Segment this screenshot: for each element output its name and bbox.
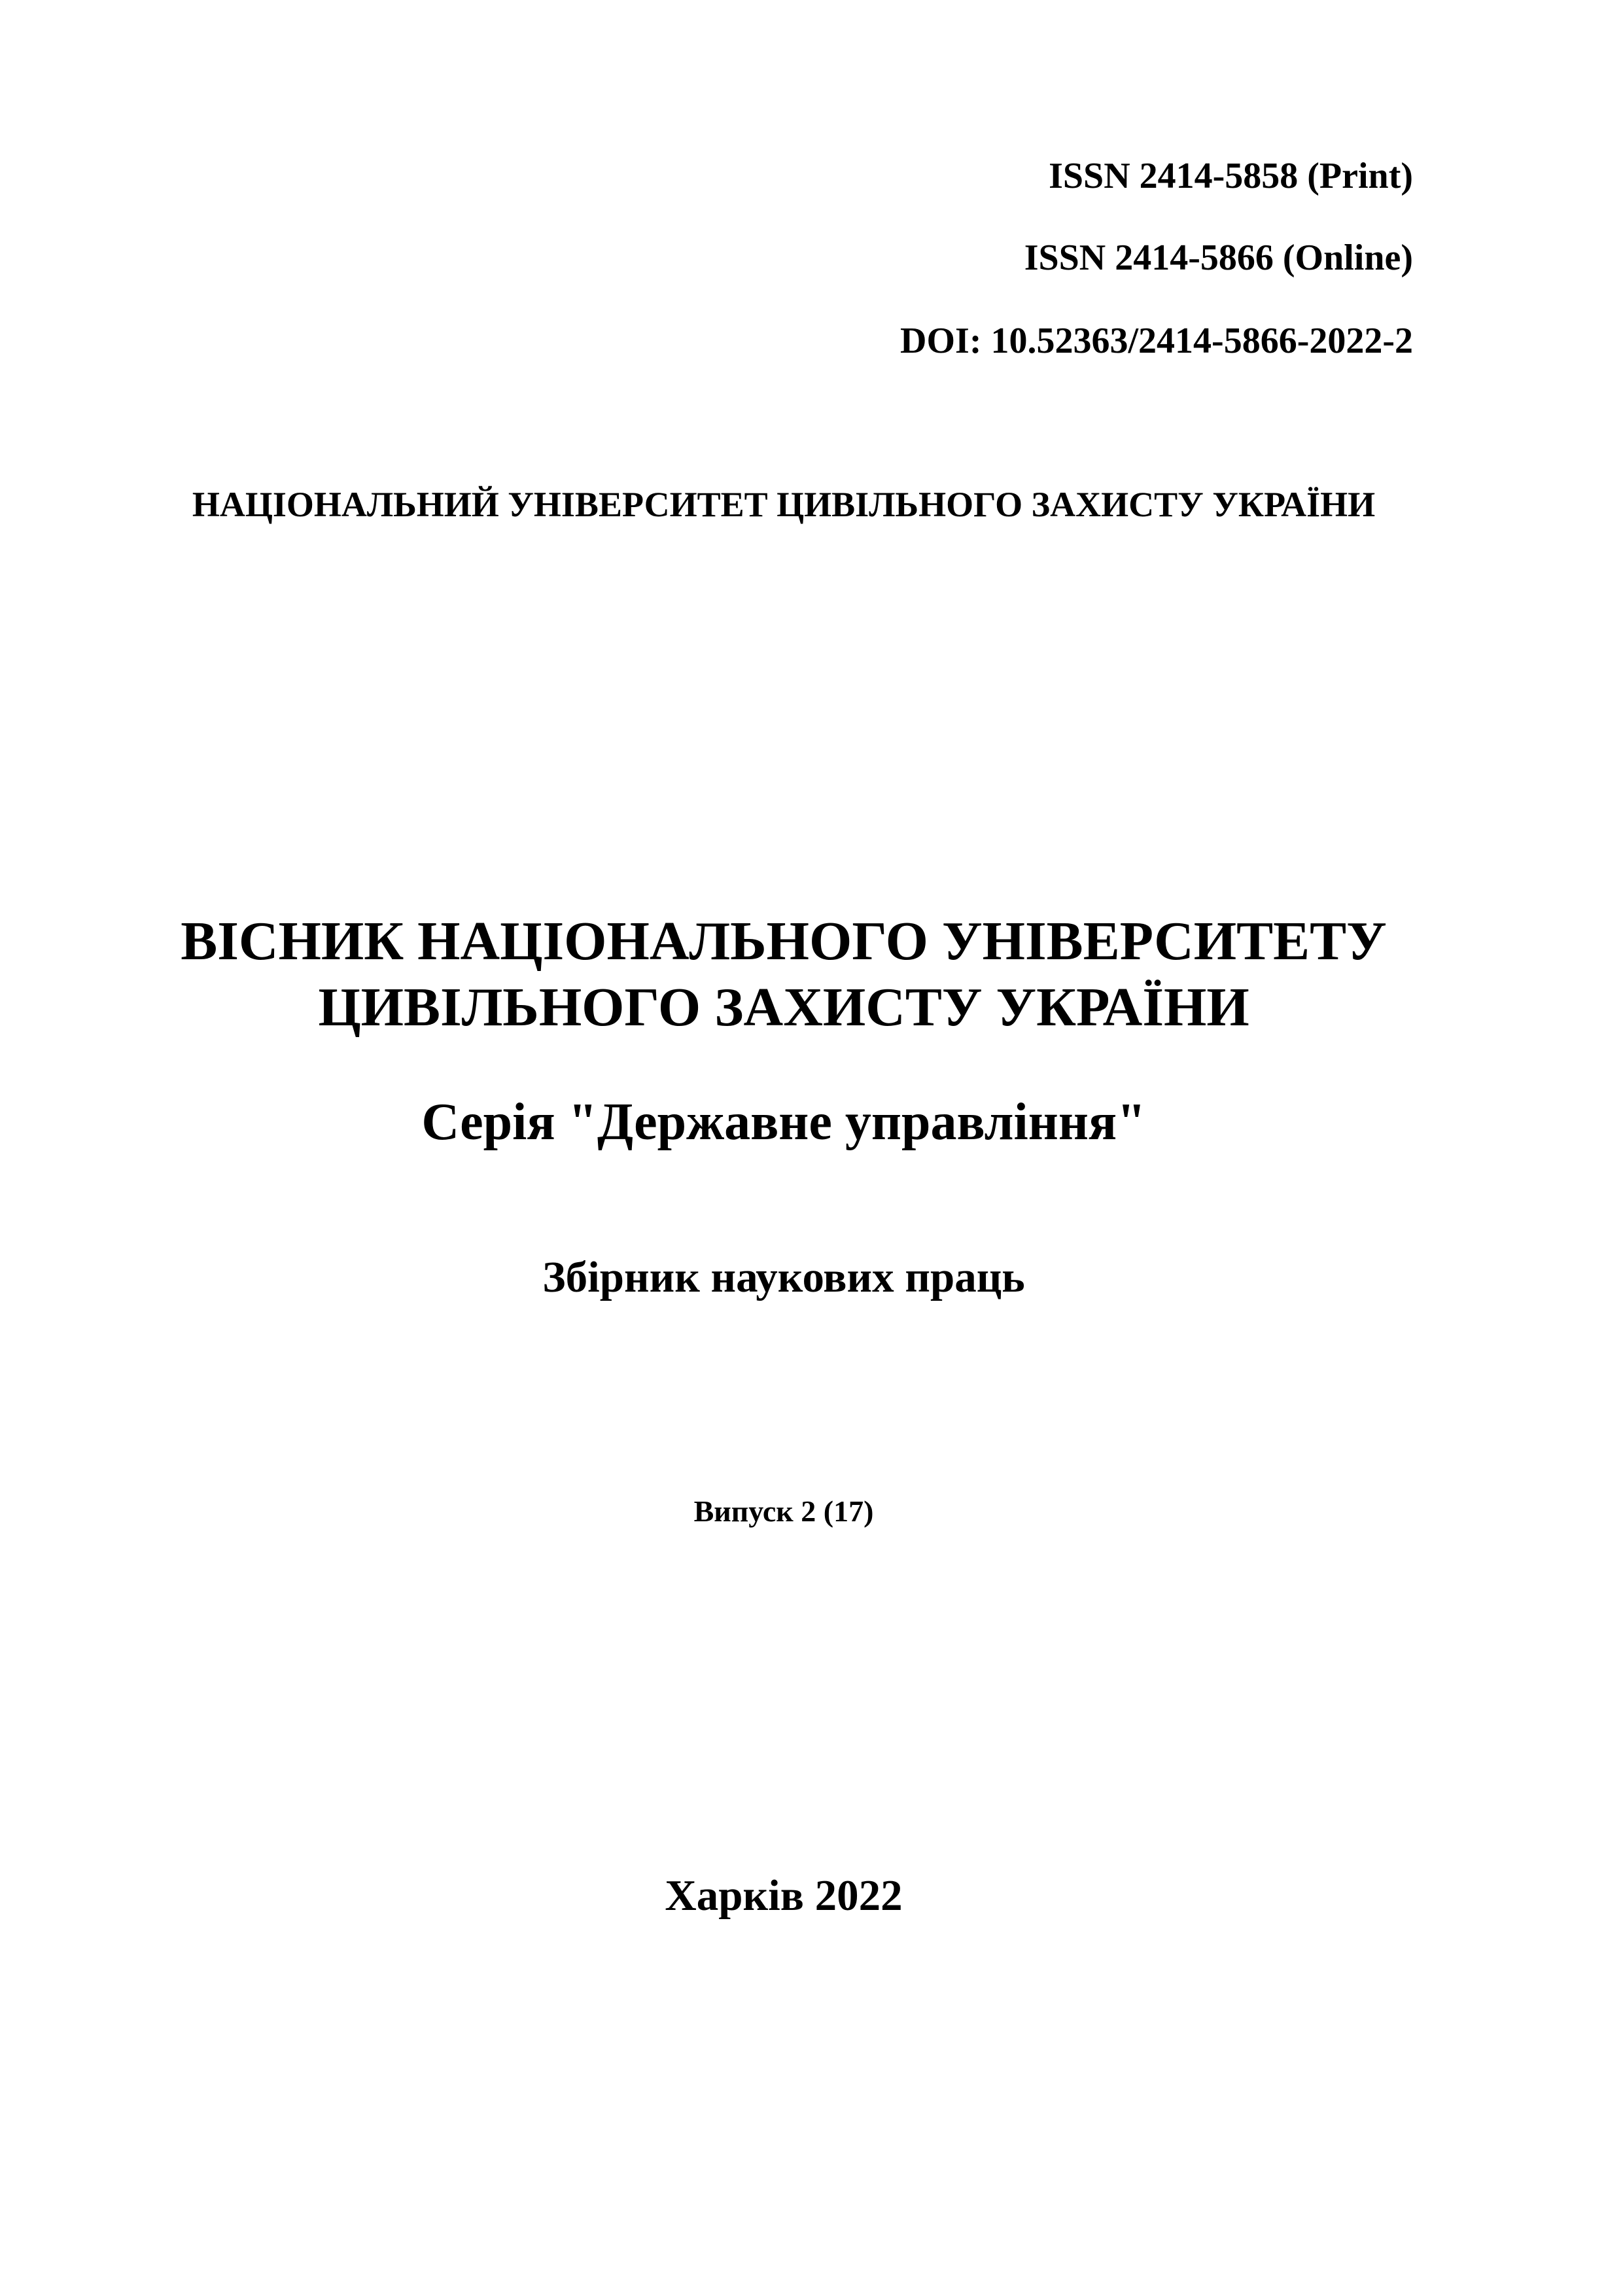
issue-number: Випуск 2 (17) bbox=[693, 1494, 874, 1528]
collection-subtitle: Збірник наукових праць bbox=[542, 1253, 1025, 1301]
issn-online: ISSN 2414-5866 (Online) bbox=[1024, 238, 1413, 278]
issn-print: ISSN 2414-5858 (Print) bbox=[1049, 156, 1413, 196]
doi: DOI: 10.52363/2414-5866-2022-2 bbox=[900, 321, 1413, 361]
series-title: Серія "Державне управління" bbox=[421, 1093, 1146, 1151]
journal-title-line-1: ВІСНИК НАЦІОНАЛЬНОГО УНІВЕРСИТЕТУ bbox=[181, 911, 1387, 972]
journal-title-line-2: ЦИВІЛЬНОГО ЗАХИСТУ УКРАЇНИ bbox=[318, 977, 1249, 1038]
publisher-name: НАЦІОНАЛЬНИЙ УНІВЕРСИТЕТ ЦИВІЛЬНОГО ЗАХИСТУ УКРАЇНИ bbox=[192, 485, 1376, 524]
city-year: Харків 2022 bbox=[665, 1871, 903, 1920]
